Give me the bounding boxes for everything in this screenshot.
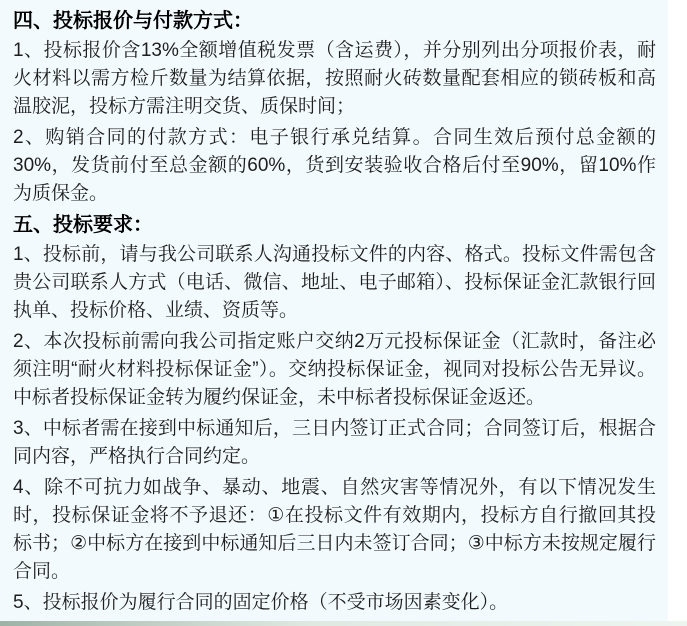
- paragraph-deposit-forfeiture: 4、除不可抗力如战争、暴动、地震、自然灾害等情况外，有以下情况发生时，投标保证金将不予退还：①在投标文件有效期内，投标方自行撤回其投标书；②中标方在接到中标通知后三日内未签订合同；③中标方未按规定履行合同。: [13, 477, 656, 582]
- paragraph-fixed-price: 5、投标报价为履行合同的固定价格（不受市场因素变化）。: [13, 592, 509, 613]
- section-heading-bid-requirements: 五、投标要求：: [13, 214, 153, 236]
- paragraph-contract-signing: 3、中标者需在接到中标通知后，三日内签订正式合同；合同签订后，根据合同内容，严格执行合同约定。: [13, 418, 656, 467]
- paragraph-bid-deposit: 2、本次投标前需向我公司指定账户交纳2万元投标保证金（汇款时，备注必须注明“耐火材料投标保证金”）。交纳投标保证金，视同对投标公告无异议。中标者投标保证金转为履约保证金，未中标者投标保证金返还。: [13, 331, 656, 408]
- bottom-edge-bar: [0, 621, 687, 626]
- paragraph-payment-method: 2、购销合同的付款方式：电子银行承兑结算。合同生效后预付总金额的30%，发货前付至总金额的60%，货到安装验收合格后付至90%，留10%作为质保金。: [13, 127, 656, 204]
- paragraph-pre-bid-contact: 1、投标前，请与我公司联系人沟通投标文件的内容、格式。投标文件需包含贵公司联系人方式（电话、微信、地址、电子邮箱）、投标保证金汇款银行回执单、投标价格、业绩、资质等。: [13, 244, 656, 321]
- paragraph-bid-price: 1、投标报价含13%全额增值税发票（含运费），并分别列出分项报价表，耐火材料以需方检斤数量为结算依据，按照耐火砖数量配套相应的锁砖板和高温胶泥，投标方需注明交货、质保时间；: [13, 40, 656, 117]
- section-heading-payment-terms: 四、投标报价与付款方式：: [13, 10, 253, 32]
- right-margin-strip: [668, 0, 687, 626]
